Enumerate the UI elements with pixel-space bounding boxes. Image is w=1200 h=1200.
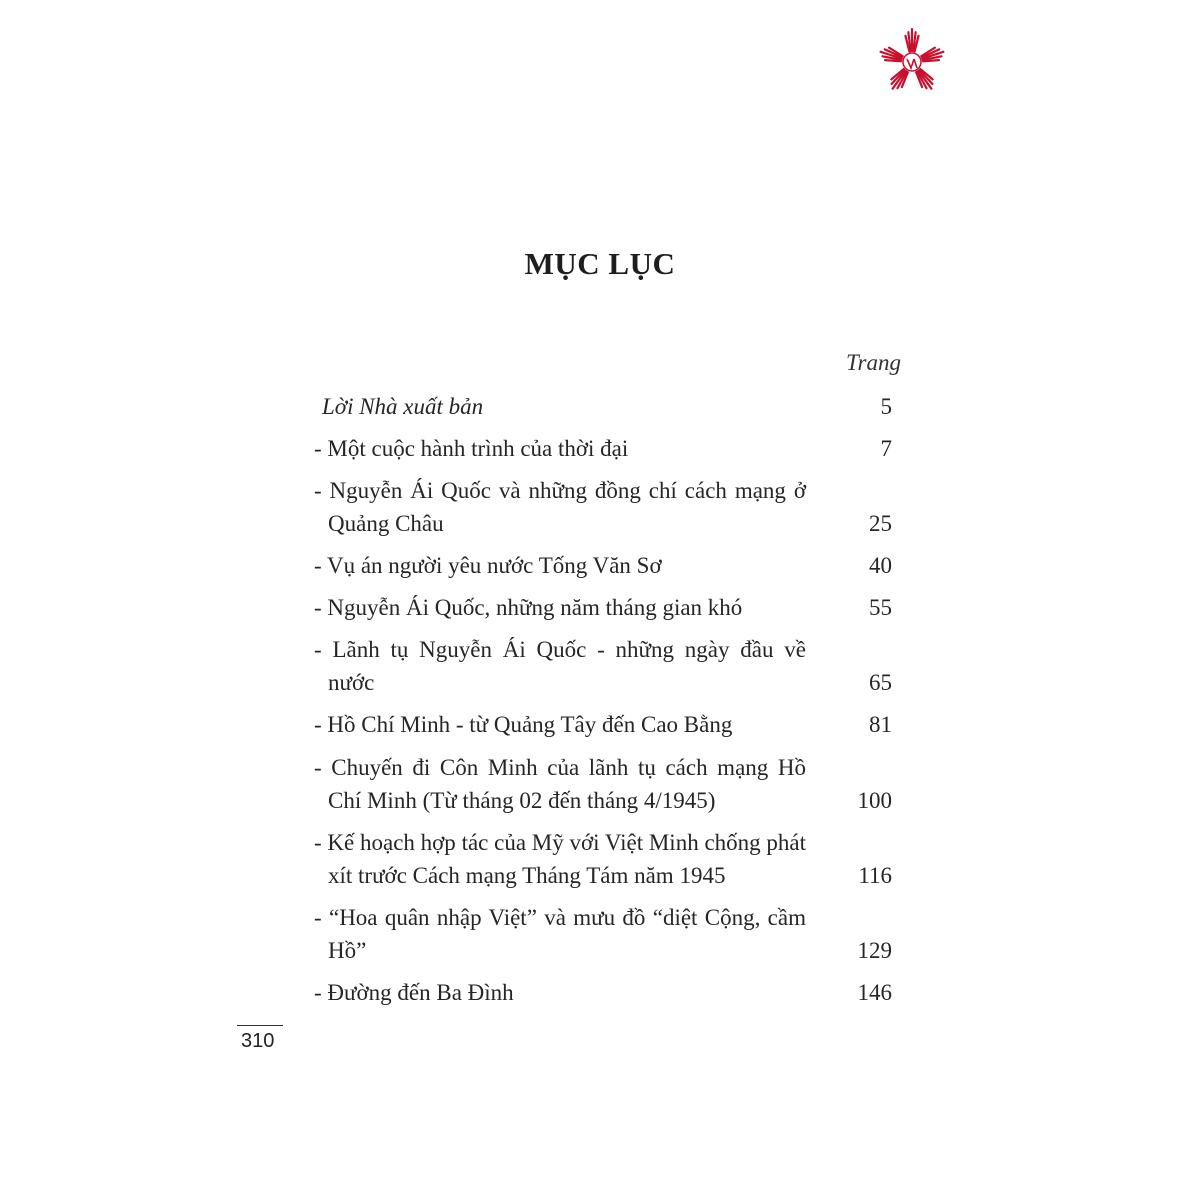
toc-entry-title: - Chuyến đi Côn Minh của lãnh tụ cách mạng Hồ Chí Minh (Từ tháng 02 đến tháng 4/1945) bbox=[314, 755, 806, 813]
page-column-label: Trang bbox=[846, 350, 901, 375]
toc-entry-page: 129 bbox=[857, 938, 892, 963]
toc-entry-page: 116 bbox=[858, 863, 892, 888]
toc-entry bbox=[314, 390, 894, 423]
toc-entry-title: - Nguyễn Ái Quốc, những năm tháng gian khó bbox=[314, 595, 743, 620]
toc-entry-title: - “Hoa quân nhập Việt” và mưu đồ “diệt Cộng, cầm Hồ” bbox=[314, 905, 806, 963]
toc-entry-page: 146 bbox=[857, 980, 892, 1005]
toc-entry bbox=[314, 633, 894, 699]
publisher-logo-icon bbox=[876, 26, 948, 98]
page-number: 310 bbox=[241, 1030, 275, 1052]
toc-entry-title: Lời Nhà xuất bản bbox=[322, 394, 484, 419]
toc-entry bbox=[314, 591, 894, 624]
toc-entry-title: - Kế hoạch hợp tác của Mỹ với Việt Minh chống phát xít trước Cách mạng Tháng Tám năm 1945 bbox=[314, 830, 806, 888]
toc-entry-title: - Hồ Chí Minh - từ Quảng Tây đến Cao Bằng bbox=[314, 712, 733, 737]
toc-entry bbox=[314, 474, 894, 540]
toc-entry-page: 7 bbox=[880, 436, 892, 461]
toc-entry-page: 25 bbox=[869, 511, 892, 536]
page-title: MỤC LỤC bbox=[524, 246, 676, 281]
toc-entry-page: 5 bbox=[880, 394, 892, 419]
toc-entry-page: 65 bbox=[869, 670, 892, 695]
toc-entry-title: - Vụ án người yêu nước Tống Văn Sơ bbox=[314, 553, 662, 578]
toc-entry-page: 81 bbox=[869, 712, 892, 737]
toc-entry-page: 40 bbox=[869, 553, 892, 578]
toc-entry-title: - Một cuộc hành trình của thời đại bbox=[314, 436, 629, 461]
toc-entry bbox=[314, 976, 894, 1009]
toc-entry bbox=[314, 432, 894, 465]
toc-entry bbox=[314, 901, 894, 967]
toc-entry bbox=[314, 708, 894, 741]
toc-entry-page: 55 bbox=[869, 595, 892, 620]
toc-entry bbox=[314, 549, 894, 582]
toc-entry-title: - Đường đến Ba Đình bbox=[314, 980, 514, 1005]
folio-rule bbox=[237, 1025, 283, 1026]
toc-entry bbox=[314, 751, 894, 817]
toc-entry-title: - Nguyễn Ái Quốc và những đồng chí cách mạng ở Quảng Châu bbox=[314, 478, 806, 536]
toc-entry-page: 100 bbox=[857, 788, 892, 813]
toc-entry-title: - Lãnh tụ Nguyễn Ái Quốc - những ngày đầu về nước bbox=[314, 637, 806, 695]
toc-entry bbox=[314, 826, 894, 892]
